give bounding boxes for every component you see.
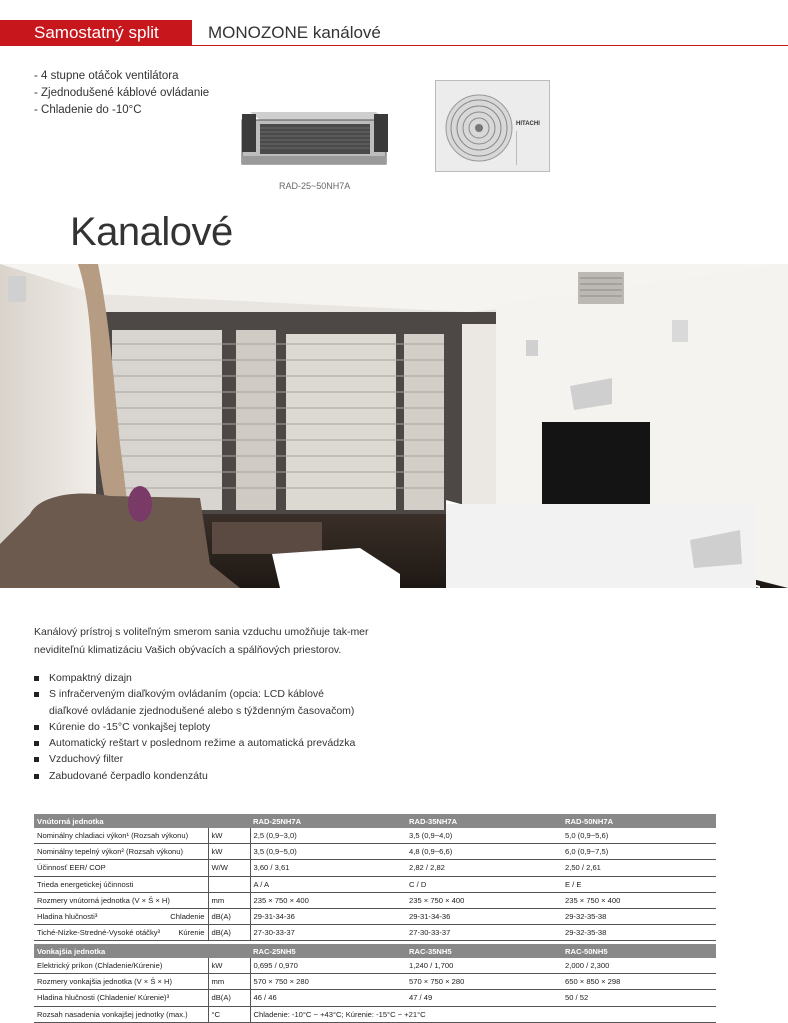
table-header-row xyxy=(34,944,716,958)
table-cell: 27-30-33-37 xyxy=(250,925,406,941)
table-cell: mm xyxy=(208,892,250,908)
table-header-cell: RAC-25NH5 xyxy=(250,944,406,958)
table-cell: Kúrenie xyxy=(164,925,208,941)
table-row xyxy=(34,908,716,924)
table-cell: 29-31-34-36 xyxy=(406,908,562,924)
table-cell: 3,5 (0,9~5,0) xyxy=(250,844,406,860)
table-cell: 5,0 (0,9~5,6) xyxy=(562,828,716,844)
feature-item: - Chladenie do -10°C xyxy=(34,104,142,116)
table-cell: 3,60 / 3,61 xyxy=(250,860,406,876)
table-header-cell: RAD-25NH7A xyxy=(250,814,406,828)
table-cell: 47 / 49 xyxy=(406,990,562,1006)
table-cell xyxy=(208,876,250,892)
room-photo xyxy=(0,264,788,588)
table-cell: A / A xyxy=(250,876,406,892)
bullet-item-continuation: diaľkové ovládanie zjednodušené alebo s týždenným časovačom) xyxy=(49,704,355,717)
bullet-list xyxy=(34,670,454,784)
table-row xyxy=(34,990,716,1006)
table-cell: Rozmery vnútorná jednotka (V × Š × H) xyxy=(34,892,164,908)
table-row xyxy=(34,892,716,908)
table-cell: 46 / 46 xyxy=(250,990,406,1006)
table-cell: 29-32-35-38 xyxy=(562,925,716,941)
table-header-row xyxy=(34,814,716,828)
table-cell: 4,8 (0,9~6,6) xyxy=(406,844,562,860)
bullet-item: S infračerveným diaľkovým ovládaním (opcia: LCD káblové xyxy=(34,686,454,702)
table-cell: dB(A) xyxy=(208,908,250,924)
table-cell: Rozsah nasadenia vonkajšej jednotky (max.) xyxy=(34,1006,208,1022)
table-cell: Nominálny tepelný výkon² (Rozsah výkonu) xyxy=(34,844,164,860)
feature-list xyxy=(34,69,214,120)
fan-grille-icon xyxy=(444,93,514,163)
table-cell: 235 × 750 × 400 xyxy=(250,892,406,908)
feature-item: - Zjednodušené káblové ovládanie xyxy=(34,87,210,99)
table-cell: Trieda energetickej účinnosti xyxy=(34,876,164,892)
outdoor-unit-image xyxy=(435,80,550,172)
table-cell: 27-30-33-37 xyxy=(406,925,562,941)
table-cell: 235 × 750 × 400 xyxy=(406,892,562,908)
table-header-cell: RAC-35NH5 xyxy=(406,944,562,958)
table-cell: 650 × 850 × 298 xyxy=(562,974,716,990)
table-cell: 2,5 (0,9~3,0) xyxy=(250,828,406,844)
table-cell: 3,5 (0,9~4,0) xyxy=(406,828,562,844)
table-cell: kW xyxy=(208,828,250,844)
table-cell: Tiché-Nízke-Stredné-Vysoké otáčky³ xyxy=(34,925,164,941)
table-header-cell: RAC-50NH5 xyxy=(562,944,716,958)
outdoor-brand-logo: HITACHI xyxy=(516,121,540,127)
table-cell: 235 × 750 × 400 xyxy=(562,892,716,908)
table-cell: Hladina hlučnosti³ xyxy=(34,908,164,924)
bullet-item: Zabudované čerpadlo kondenzátu xyxy=(34,768,454,784)
table-header-cell xyxy=(208,814,250,828)
table-cell: mm xyxy=(208,974,250,990)
table-cell: 50 / 52 xyxy=(562,990,716,1006)
table-cell: dB(A) xyxy=(208,925,250,941)
table-cell: °C xyxy=(208,1006,250,1022)
table-cell: kW xyxy=(208,958,250,974)
table-cell xyxy=(164,892,208,908)
section-title: Kanalové xyxy=(70,210,233,254)
table-cell: 2,000 / 2,300 xyxy=(562,958,716,974)
table-cell: 0,695 / 0,970 xyxy=(250,958,406,974)
page-subtitle: MONOZONE kanálové xyxy=(208,23,381,42)
table-row xyxy=(34,958,716,974)
table-cell: Chladenie xyxy=(164,908,208,924)
table-cell: W/W xyxy=(208,860,250,876)
table-header-cell: RAD-35NH7A xyxy=(406,814,562,828)
table-cell: dB(A) xyxy=(208,990,250,1006)
bullet-item: Kúrenie do -15°C vonkajšej teploty xyxy=(34,719,454,735)
table-row xyxy=(34,925,716,941)
table-cell: 2,82 / 2,82 xyxy=(406,860,562,876)
table-cell: kW xyxy=(208,844,250,860)
table-cell: Chladenie: -10°C ~ +43°C; Kúrenie: -15°C ~ +21°C xyxy=(250,1006,716,1022)
outdoor-side-panel xyxy=(516,131,545,165)
table-cell xyxy=(164,860,208,876)
table-header-cell: Vnútorná jednotka xyxy=(34,814,164,828)
table-header-cell xyxy=(208,944,250,958)
table-cell: Účinnosť EER/ COP xyxy=(34,860,164,876)
table-cell: 2,50 / 2,61 xyxy=(562,860,716,876)
table-cell: 570 × 750 × 280 xyxy=(406,974,562,990)
table-cell: Hladina hlučnosti (Chladenie/ Kúrenie)³ xyxy=(34,990,208,1006)
table-cell: 29-32-35-38 xyxy=(562,908,716,924)
table-cell: Rozmery vonkajšia jednotka (V × Š × H) xyxy=(34,974,208,990)
table-row xyxy=(34,844,716,860)
feature-item: - 4 stupne otáčok ventilátora xyxy=(34,70,179,82)
intro-paragraph: Kanálový prístroj s voliteľným smerom sania vzduchu umožňuje tak-mer neviditeľnú klimatizáciu Vašich obývacích a spálňových priestorov. xyxy=(34,626,369,656)
indoor-spec-table xyxy=(34,814,716,941)
bullet-item: Automatický reštart v poslednom režime a automatická prevádzka xyxy=(34,735,454,751)
table-row xyxy=(34,860,716,876)
table-cell: 570 × 750 × 280 xyxy=(250,974,406,990)
table-row xyxy=(34,974,716,990)
table-cell: Nominálny chladiaci výkon¹ (Rozsah výkonu) xyxy=(34,828,164,844)
table-cell: 1,240 / 1,700 xyxy=(406,958,562,974)
table-row xyxy=(34,876,716,892)
table-header-cell: Vonkajšia jednotka xyxy=(34,944,208,958)
category-banner: Samostatný split xyxy=(0,20,192,46)
table-cell: Elektrický príkon (Chladenie/Kúrenie) xyxy=(34,958,208,974)
table-cell: 29-31-34-36 xyxy=(250,908,406,924)
table-header-cell: RAD-50NH7A xyxy=(562,814,716,828)
indoor-unit-caption: RAD-25~50NH7A xyxy=(279,181,351,191)
outdoor-spec-table xyxy=(34,944,716,1023)
table-cell: 6,0 (0,9~7,5) xyxy=(562,844,716,860)
table-cell: E / E xyxy=(562,876,716,892)
bullet-item: Vzduchový filter xyxy=(34,751,454,767)
indoor-unit-image xyxy=(238,100,390,172)
bullet-item: Kompaktný dizajn xyxy=(34,670,454,686)
table-cell: C / D xyxy=(406,876,562,892)
header-divider xyxy=(192,45,788,46)
table-cell xyxy=(164,876,208,892)
table-row xyxy=(34,1006,716,1022)
table-row xyxy=(34,828,716,844)
table-header-cell xyxy=(164,814,208,828)
